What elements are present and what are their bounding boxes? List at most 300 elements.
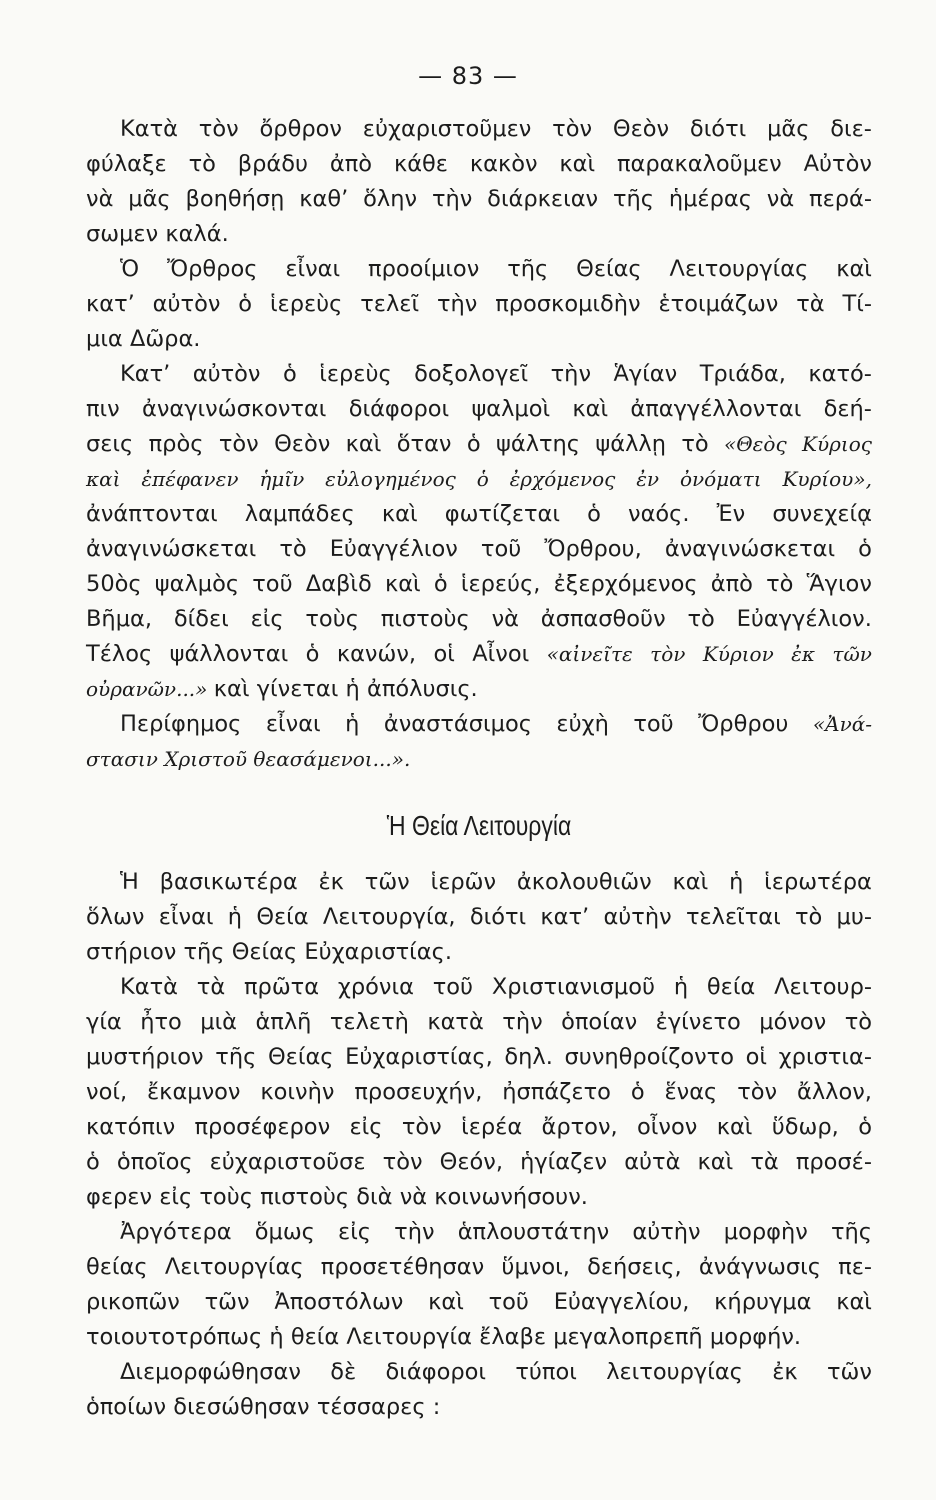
word: Λειτουργία — [346, 1324, 472, 1350]
word: ἱερεύς, — [460, 571, 541, 597]
text-line — [86, 707, 872, 742]
word: Εὐαγγελίου, — [553, 1289, 690, 1315]
word: τοῦ — [488, 1289, 529, 1315]
word: ἠσπάζετο — [502, 1079, 611, 1105]
text-line — [86, 427, 872, 462]
word: εὐχὴ — [556, 711, 609, 737]
italic-word: ὀνόματι — [679, 467, 762, 491]
word: Χριστιανισμοῦ — [491, 974, 655, 1000]
word: κατ’ — [540, 904, 590, 930]
word: λαμπάδες — [244, 501, 355, 527]
paragraph — [86, 1355, 872, 1425]
word: τοῦ — [633, 711, 674, 737]
word: τοῦ — [480, 536, 522, 562]
word: ἐξερχόμενος — [553, 571, 698, 597]
word: μόνον — [759, 1009, 827, 1035]
italic-word: «Θεὸς — [724, 432, 787, 456]
word: καὶ — [559, 151, 596, 177]
word: Ὁ — [120, 256, 140, 282]
text-line — [86, 1180, 872, 1215]
word: Λειτουργίας — [164, 1254, 304, 1280]
italic-word: ἐρχόμενος — [509, 467, 616, 491]
word: τὴν — [502, 1009, 543, 1035]
word: ἀπὸ — [710, 571, 753, 597]
word: ψάλλονται — [169, 641, 289, 667]
word: τῆς — [612, 186, 654, 212]
word: ἕνας — [664, 1079, 718, 1105]
word: ἱερῶν — [430, 869, 497, 895]
word: τὸ — [279, 536, 307, 562]
word: εἰς — [159, 1184, 193, 1210]
word: καὶ — [381, 501, 418, 527]
italic-word: «Ἀνά- — [812, 712, 872, 736]
text-line — [86, 112, 872, 147]
word: ἄρτον, — [541, 1114, 618, 1140]
word: πιν — [86, 396, 120, 422]
word: θεία — [706, 974, 756, 1000]
text-line — [86, 1075, 872, 1110]
word: κήρυγμα — [714, 1289, 812, 1315]
text-line — [86, 742, 872, 777]
text-line — [86, 1285, 872, 1320]
word: φερεν — [86, 1184, 153, 1210]
word: μια — [86, 326, 123, 352]
text-line — [86, 1005, 872, 1040]
word: τελεῖται — [685, 904, 781, 930]
word: καὶ — [384, 571, 421, 597]
word: ἡ — [345, 676, 360, 702]
italic-word: Κύριος — [802, 432, 872, 456]
word: δεή- — [823, 396, 872, 422]
word: δεήσεις, — [587, 1254, 682, 1280]
text-line — [86, 392, 872, 427]
italic-word: Κύριον — [702, 642, 774, 666]
text-line — [86, 532, 872, 567]
word: Ἁγίαν — [613, 361, 678, 387]
word: μορφήν. — [709, 1324, 802, 1350]
word: αὐτὴν — [603, 904, 672, 930]
word: Τέλος — [86, 641, 153, 667]
paragraph — [86, 252, 872, 357]
body-text-top — [86, 112, 872, 1425]
word: κατόπιν — [86, 1114, 176, 1140]
word: νὰ — [491, 606, 519, 632]
word: ὁποῖος — [116, 1149, 193, 1175]
word: ἀπὸ — [329, 151, 373, 177]
word: Εὐαγγέλιον — [329, 536, 458, 562]
word: εἶναι — [285, 256, 341, 282]
word: ὕδωρ, — [771, 1114, 839, 1140]
word: μεγαλοπρεπῆ — [553, 1324, 703, 1350]
word: ὄρθρον — [259, 116, 342, 142]
word: 50ὸς — [86, 571, 142, 597]
text-line — [86, 567, 872, 602]
word: Λειτουρ- — [774, 974, 872, 1000]
word: Ἀργότερα — [120, 1219, 232, 1245]
italic-word: εὐλογημένος — [325, 467, 456, 491]
word: εὐχαριστοῦμεν — [362, 116, 532, 142]
word: ἡ — [673, 974, 689, 1000]
word: βασικωτέρα — [159, 869, 298, 895]
word: ὅμως — [254, 1219, 315, 1245]
word: εἰς — [349, 1114, 383, 1140]
italic-word: τῶν — [832, 642, 872, 666]
word: τοὺς — [199, 1184, 253, 1210]
word: ἡμέρας — [668, 186, 752, 212]
word: ναός. — [628, 501, 690, 527]
word: τὸν — [737, 1079, 778, 1105]
word: προσέφερον — [194, 1114, 331, 1140]
word: ἀκολουθιῶν — [516, 869, 652, 895]
italic-word: Κυρίου», — [782, 467, 872, 491]
word: καὶ — [836, 256, 872, 282]
word: μυστήριον — [86, 1044, 204, 1070]
word: τελεῖ — [360, 291, 420, 317]
word: ὁ — [587, 501, 601, 527]
italic-word: θεασάμενοι...». — [253, 747, 411, 771]
word: ἱερωτέρα — [764, 869, 872, 895]
word: ἔκαμνον — [147, 1079, 241, 1105]
word: ὁ — [466, 431, 481, 457]
text-line — [86, 1390, 872, 1425]
word: πιστοὺς — [380, 606, 470, 632]
word: τελετὴ — [329, 1009, 409, 1035]
word: θεία — [290, 1324, 340, 1350]
word: τοιουτοτρόπως — [86, 1324, 263, 1350]
word: δὲ — [330, 1359, 357, 1385]
word: ἱερεὺς — [269, 291, 343, 317]
text-line — [86, 357, 872, 392]
word: ἄλλον, — [796, 1079, 872, 1105]
paragraph — [86, 112, 872, 252]
word: πιστοὺς — [260, 1184, 350, 1210]
word: τοὺς — [305, 606, 359, 632]
word: Εὐχαριστίας, — [345, 1044, 493, 1070]
word: διότι — [469, 904, 527, 930]
word: τὸν — [198, 116, 239, 142]
word: τὴν — [550, 361, 592, 387]
word: προοίμιον — [368, 256, 480, 282]
word: οἱ — [745, 1044, 768, 1070]
word: ἔλαβε — [479, 1324, 546, 1350]
word: γία — [86, 1009, 122, 1035]
word: αὐτὸν — [152, 291, 221, 317]
word: Εὐαγγέλιον. — [736, 606, 872, 632]
word: βράδυ — [237, 151, 309, 177]
word: γίνεται — [256, 676, 339, 702]
word: ἀπόλυσις. — [367, 676, 478, 702]
word: Ἡ — [120, 869, 139, 895]
word: ἁπλῆ — [255, 1009, 312, 1035]
word: ἐγίνετο — [655, 1009, 741, 1035]
word: καὶ — [428, 1289, 464, 1315]
word: μυ- — [836, 904, 872, 930]
word: ψάλλῃ — [595, 431, 666, 457]
word: ὁ — [630, 1079, 645, 1105]
word: τῆς — [183, 939, 225, 965]
text-line — [86, 462, 872, 497]
word: ψαλμὸς — [154, 571, 240, 597]
word: θείας — [86, 1254, 148, 1280]
text-line — [86, 865, 872, 900]
italic-word: «αἰνεῖτε — [546, 642, 633, 666]
word: Αἶνοι — [472, 641, 530, 667]
word: Κατ’ — [120, 361, 171, 387]
word: ἀναγινώσκεται — [86, 536, 257, 562]
word: παρακαλοῦμεν — [617, 151, 782, 177]
word: ὅλην — [363, 186, 418, 212]
word: Κατὰ — [120, 116, 178, 142]
word: εὐχαριστοῦσε — [209, 1149, 366, 1175]
word: εἶναι — [265, 711, 321, 737]
paragraph — [86, 707, 872, 777]
italic-word: τὸν — [650, 642, 686, 666]
word: ὁποίαν — [561, 1009, 638, 1035]
text-line — [86, 1250, 872, 1285]
word: ἐκ — [318, 869, 344, 895]
word: ὁ — [305, 641, 320, 667]
word: Ὄρθρου, — [544, 536, 642, 562]
word: κοινωνήσουν. — [434, 1184, 588, 1210]
word: κατ’ — [86, 291, 135, 317]
word: ὁ — [433, 571, 448, 597]
italic-word: Χριστοῦ — [164, 747, 248, 771]
word: Δῶρα. — [129, 326, 201, 352]
word: διότι — [689, 116, 747, 142]
word: ὕμνοι, — [501, 1254, 570, 1280]
word: καλά. — [165, 221, 229, 247]
italic-word: καὶ — [86, 467, 121, 491]
word: τὸν — [218, 431, 259, 457]
text-line — [86, 637, 872, 672]
word: τὸ — [687, 606, 715, 632]
word: ἡγίαζεν — [520, 1149, 608, 1175]
word: Θείας — [576, 256, 642, 282]
text-line — [86, 182, 872, 217]
word: τὴν — [431, 186, 473, 212]
text-line — [86, 900, 872, 935]
italic-word: ἐκ — [791, 642, 816, 666]
word: νὰ — [86, 186, 114, 212]
word: τῆς — [507, 256, 549, 282]
word: καθ’ — [299, 186, 349, 212]
word: μᾶς — [767, 116, 810, 142]
word: τοῦ — [252, 571, 293, 597]
word: δηλ. — [504, 1044, 553, 1070]
word: κατό- — [808, 361, 872, 387]
word: τοῦ — [432, 974, 474, 1000]
word: καὶ — [345, 431, 382, 457]
word: διάφοροι — [348, 396, 450, 422]
word: τύποι — [515, 1359, 577, 1385]
word: περά- — [809, 186, 872, 212]
word: ὁ — [282, 361, 297, 387]
text-line — [86, 497, 872, 532]
word: Ὄρθρος — [167, 256, 258, 282]
word: καὶ — [572, 396, 609, 422]
text-line — [86, 1355, 872, 1390]
word: τῆς — [830, 1219, 872, 1245]
word: τῶν — [204, 1289, 250, 1315]
word: Λειτουργίας — [669, 256, 809, 282]
word: Ἅγιον — [806, 571, 872, 597]
word: φωτίζεται — [444, 501, 560, 527]
word: ἀναγινώσκεται — [664, 536, 836, 562]
text-line — [86, 287, 872, 322]
italic-word: οὐρανῶν...» — [86, 677, 208, 701]
word: τὴν — [394, 1219, 435, 1245]
text-line — [86, 1110, 872, 1145]
word: κάθε — [393, 151, 448, 177]
word: δίδει — [173, 606, 229, 632]
word: Θεία — [256, 904, 309, 930]
word: μᾶς — [128, 186, 171, 212]
word: ἡ — [227, 904, 243, 930]
word: ρικοπῶν — [86, 1289, 180, 1315]
word: πρῶτα — [243, 974, 320, 1000]
word: τῶν — [364, 869, 410, 895]
text-line — [86, 147, 872, 182]
word: ὁ — [238, 291, 253, 317]
word: νοί, — [86, 1079, 128, 1105]
word: καὶ — [213, 676, 250, 702]
text-line — [86, 217, 872, 252]
word: προσετέθησαν — [320, 1254, 485, 1280]
word: ἡ — [269, 1324, 284, 1350]
paragraph — [86, 970, 872, 1215]
word: ψάλτης — [496, 431, 581, 457]
word: εἰς — [250, 606, 284, 632]
text-line — [86, 1215, 872, 1250]
text-line — [86, 602, 872, 637]
paragraph — [86, 357, 872, 707]
word: τὰ — [196, 974, 226, 1000]
word: Τί- — [842, 291, 872, 317]
word: ὁ — [858, 1114, 872, 1140]
word: αὐτὰ — [624, 1149, 681, 1175]
word: κατὰ — [427, 1009, 484, 1035]
word: δοξολογεῖ — [414, 361, 529, 387]
word: κακὸν — [469, 151, 538, 177]
text-line — [86, 1145, 872, 1180]
word: ἡ — [345, 711, 360, 737]
word: τὸ — [681, 431, 709, 457]
word: τὰ — [796, 291, 825, 317]
text-line — [86, 1320, 872, 1355]
word: φύλαξε — [86, 151, 167, 177]
word: καὶ — [697, 1149, 734, 1175]
word: τὴν — [436, 291, 478, 317]
text-line — [86, 252, 872, 287]
word: τὸν — [552, 116, 593, 142]
word: τὸν — [401, 1114, 442, 1140]
word: αὐτὸν — [192, 361, 261, 387]
word: προσκομιδὴν — [495, 291, 641, 317]
word: οἶνον — [637, 1114, 698, 1140]
word: Διεμορφώθησαν — [120, 1359, 301, 1385]
page-number: — 83 — — [418, 62, 518, 90]
word: Θείας — [231, 939, 298, 965]
word: Λειτουργία, — [322, 904, 456, 930]
word: ἱερέα — [461, 1114, 523, 1140]
word: τὸ — [844, 1009, 872, 1035]
italic-word: στασιν — [86, 747, 158, 771]
word: ἡ — [729, 869, 744, 895]
word: Περίφημος — [120, 711, 242, 737]
word: Ὄρθρου — [698, 711, 789, 737]
word: κανών, — [336, 641, 417, 667]
text-line — [86, 935, 872, 970]
word: νὰ — [399, 1184, 428, 1210]
text-line — [86, 322, 872, 357]
word: σωμεν — [86, 221, 159, 247]
word: διάφοροι — [385, 1359, 487, 1385]
word: οἱ — [433, 641, 455, 667]
word: τῆς — [215, 1044, 257, 1070]
italic-word: ἐν — [636, 467, 660, 491]
word: διεσώθησαν — [173, 1394, 310, 1420]
word: ὅλων — [86, 904, 145, 930]
word: προσευχήν, — [354, 1079, 483, 1105]
word: Θεὸν — [274, 431, 331, 457]
word: ἀναγινώσκονται — [142, 396, 327, 422]
word: καὶ — [672, 869, 709, 895]
word: ψαλμοὶ — [471, 396, 551, 422]
word: προσέ- — [795, 1149, 872, 1175]
word: σεις — [86, 431, 134, 457]
word: Δαβὶδ — [305, 571, 372, 597]
italic-word: ἐπέφανεν — [141, 467, 239, 491]
word: καὶ — [836, 1289, 872, 1315]
word: πε- — [838, 1254, 872, 1280]
word: εἰς — [338, 1219, 372, 1245]
text-line — [86, 970, 872, 1005]
word: ἀνάγνωσις — [698, 1254, 821, 1280]
word: Θεόν, — [439, 1149, 503, 1175]
word: χρόνια — [337, 974, 414, 1000]
text-line — [86, 1040, 872, 1075]
word: ἀνάπτονται — [86, 501, 218, 527]
word: ἱερεὺς — [319, 361, 392, 387]
word: λειτουργίας — [606, 1359, 743, 1385]
word: ἀναστάσιμος — [383, 711, 532, 737]
word: τῶν — [827, 1359, 872, 1385]
word: κοινὴν — [260, 1079, 335, 1105]
word: : — [432, 1394, 441, 1420]
word: ἐκ — [772, 1359, 798, 1385]
word: Θείας — [267, 1044, 334, 1070]
word: τὸ — [794, 904, 823, 930]
word: πρὸς — [148, 431, 204, 457]
word: Θεὸν — [612, 116, 670, 142]
word: Εὐχαριστίας. — [304, 939, 452, 965]
word: βοηθήσῃ — [185, 186, 285, 212]
word: τὸν — [382, 1149, 423, 1175]
word: Ἐν — [716, 501, 746, 527]
word: χριστια- — [778, 1044, 872, 1070]
word: ὁ — [86, 1149, 100, 1175]
text-line — [86, 672, 872, 707]
word: καὶ — [716, 1114, 753, 1140]
word: στήριον — [86, 939, 177, 965]
word: ὅταν — [396, 431, 452, 457]
word: συνηθροίζοντο — [564, 1044, 734, 1070]
section-heading: Ἡ Θεία Λειτουργία — [386, 810, 572, 841]
italic-word: ὁ — [476, 467, 489, 491]
word: μορφὴν — [723, 1219, 808, 1245]
italic-word: ἡμῖν — [259, 467, 305, 491]
word: διὰ — [356, 1184, 393, 1210]
